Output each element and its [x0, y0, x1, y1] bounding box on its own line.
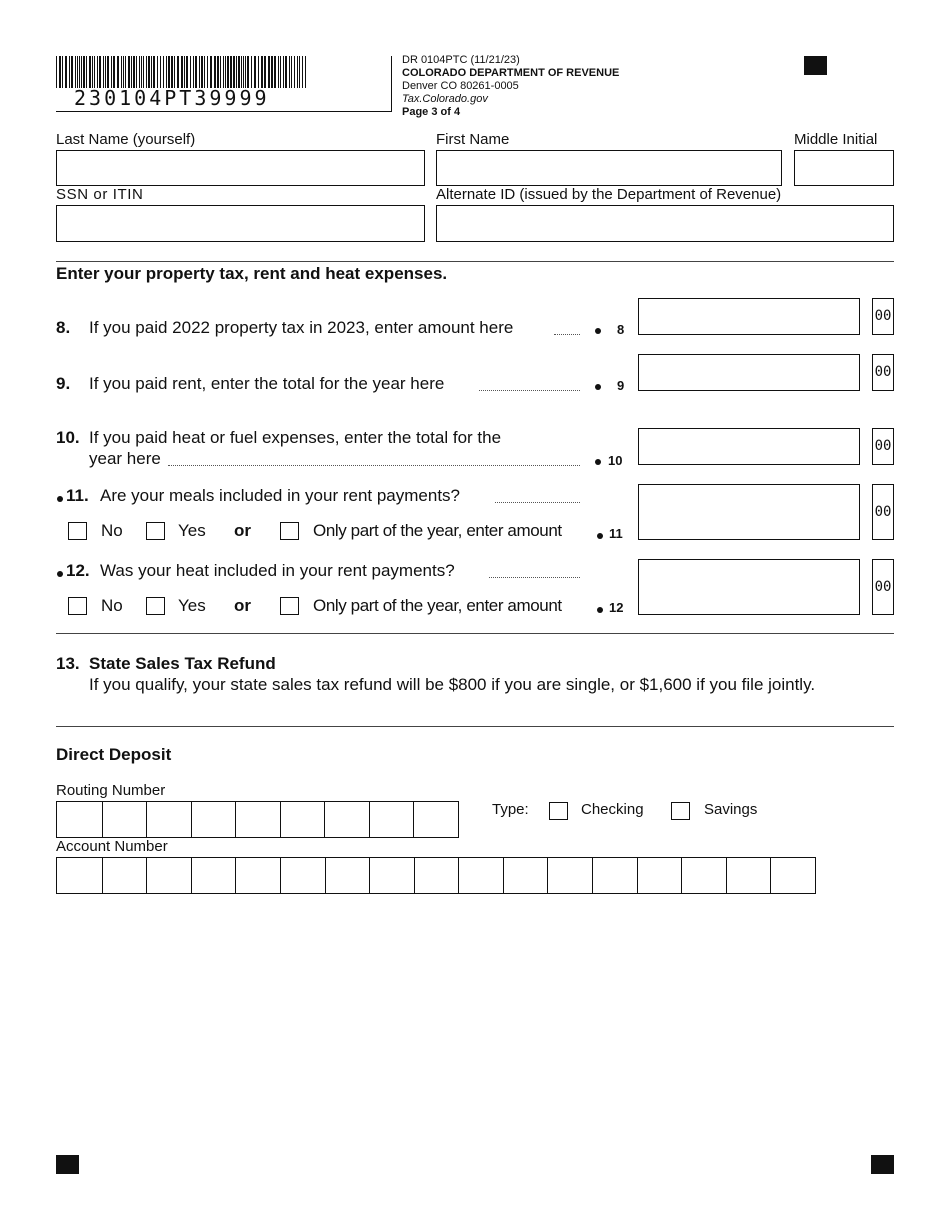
barcode-bar — [261, 56, 263, 88]
barcode-bar — [117, 56, 119, 88]
barcode-bar — [107, 56, 109, 88]
ssn-label: SSN or ITIN — [56, 186, 144, 203]
page-number: Page 3 of 4 — [402, 106, 461, 118]
middle-initial-input[interactable] — [794, 150, 894, 186]
digit-cell-divider — [637, 858, 638, 894]
routing-number-label: Routing Number — [56, 782, 166, 799]
divider — [56, 633, 894, 634]
line-11-partial-label: Only part of the year, enter amount — [313, 521, 562, 540]
line-11-number: 11. — [66, 486, 89, 505]
barcode-bar — [193, 56, 194, 88]
barcode-bar — [163, 56, 164, 88]
required-bullet-icon — [595, 328, 601, 334]
line-11-amount-input[interactable] — [638, 484, 860, 540]
barcode-bar — [123, 56, 124, 88]
barcode-bar — [251, 56, 252, 88]
barcode-bar — [186, 56, 188, 88]
barcode-bar — [280, 56, 281, 88]
barcode-bar — [148, 56, 150, 88]
line-11-yes-checkbox[interactable] — [146, 522, 165, 540]
middle-initial-label: Middle Initial — [794, 131, 878, 148]
digit-cell-divider — [681, 858, 682, 894]
barcode-bar — [62, 56, 63, 88]
barcode-bar — [233, 56, 235, 88]
digit-cell-divider — [325, 858, 326, 894]
leader-dots — [554, 334, 580, 335]
line-11-cents: 00 — [872, 484, 894, 540]
line-10-text-cont: year here — [89, 449, 161, 468]
barcode-bar — [268, 56, 270, 88]
barcode-bar — [210, 56, 212, 88]
leader-dots — [489, 577, 580, 578]
leader-dots — [168, 465, 580, 466]
digit-cell-divider — [592, 858, 593, 894]
account-number-input[interactable] — [56, 857, 816, 894]
barcode-bar — [220, 56, 221, 88]
barcode-bar — [190, 56, 191, 88]
barcode-bar — [274, 56, 276, 88]
barcode-bar — [230, 56, 232, 88]
barcode-bar — [97, 56, 98, 88]
barcode-bar — [297, 56, 298, 88]
checking-checkbox[interactable] — [549, 802, 568, 820]
savings-checkbox[interactable] — [671, 802, 690, 820]
barcode-bar — [160, 56, 161, 88]
line-12-yes-checkbox[interactable] — [146, 597, 165, 615]
barcode-bar — [139, 56, 140, 88]
barcode-bar — [171, 56, 173, 88]
line-11-no-label: No — [101, 521, 123, 540]
barcode-bar — [133, 56, 135, 88]
barcode-bar — [278, 56, 279, 88]
barcode-bar — [136, 56, 137, 88]
barcode-bar — [258, 56, 259, 88]
barcode-bar — [283, 56, 284, 88]
barcode-bar — [199, 56, 200, 88]
barcode-bar — [236, 56, 237, 88]
digit-cell-divider — [191, 858, 192, 894]
barcode-bar — [69, 56, 70, 88]
barcode-bar — [291, 56, 292, 88]
barcode-bar — [86, 56, 87, 88]
barcode-bar — [254, 56, 256, 88]
line-12-cents: 00 — [872, 559, 894, 615]
barcode-bar — [146, 56, 147, 88]
department-address: Denver CO 80261-0005 — [402, 80, 519, 92]
barcode-bar — [103, 56, 104, 88]
line-10-text: If you paid heat or fuel expenses, enter the total for the — [89, 428, 502, 447]
line-12-number: 12. — [66, 561, 90, 580]
barcode-bar — [121, 56, 122, 88]
digit-cell-divider — [458, 858, 459, 894]
line-9-amount-input[interactable] — [638, 354, 860, 391]
barcode-bar — [125, 56, 126, 88]
header-divider — [391, 56, 392, 112]
digit-cell-divider — [146, 858, 147, 894]
line-12-amount-input[interactable] — [638, 559, 860, 615]
line-8-ref: 8 — [617, 322, 625, 337]
leader-dots — [495, 502, 580, 503]
barcode-bar — [174, 56, 175, 88]
barcode-bar — [177, 56, 179, 88]
divider — [56, 726, 894, 727]
barcode-bar — [204, 56, 205, 88]
barcode-bar — [305, 56, 306, 88]
digit-cell-divider — [102, 858, 103, 894]
barcode-bar — [83, 56, 85, 88]
barcode-bar — [131, 56, 132, 88]
barcode-bar — [141, 56, 142, 88]
barcode-bar — [143, 56, 144, 88]
barcode-bar — [105, 56, 106, 88]
routing-number-input[interactable] — [56, 801, 459, 838]
barcode-bar — [245, 56, 246, 88]
line-12-or: or — [234, 596, 251, 615]
line-9-ref: 9 — [617, 378, 625, 393]
savings-label: Savings — [704, 801, 758, 818]
barcode-bar — [77, 56, 78, 88]
digit-cell-divider — [726, 858, 727, 894]
corner-mark-bottom-right — [871, 1155, 894, 1174]
department-name: COLORADO DEPARTMENT OF REVENUE — [402, 67, 620, 79]
digit-cell-divider — [324, 802, 325, 838]
barcode-bar — [71, 56, 73, 88]
line-12-partial-checkbox[interactable] — [280, 597, 299, 615]
barcode-graphic — [56, 56, 310, 88]
line-9-text: If you paid rent, enter the total for the year here — [89, 374, 445, 393]
divider — [56, 261, 894, 262]
required-bullet-icon — [595, 459, 601, 465]
barcode-bar — [153, 56, 155, 88]
line-9-number: 9. — [56, 374, 71, 393]
line-8-amount-input[interactable] — [638, 298, 860, 335]
barcode-bar — [113, 56, 115, 88]
barcode-bar — [227, 56, 229, 88]
barcode-bar — [157, 56, 158, 88]
line-12-yes-label: Yes — [178, 596, 206, 615]
digit-cell-divider — [369, 858, 370, 894]
barcode-bar — [217, 56, 219, 88]
barcode-bar — [264, 56, 266, 88]
barcode-bar — [89, 56, 91, 88]
barcode-bar — [243, 56, 244, 88]
first-name-label: First Name — [436, 131, 510, 148]
line-11-ref: 11 — [609, 526, 623, 541]
line-11-partial-checkbox[interactable] — [280, 522, 299, 540]
barcode-bar — [247, 56, 249, 88]
account-type-label: Type: — [492, 801, 529, 818]
leader-dots — [479, 390, 580, 391]
digit-cell-divider — [414, 858, 415, 894]
barcode-bar — [201, 56, 203, 88]
barcode-bar — [75, 56, 76, 88]
header-underline — [56, 111, 392, 112]
line-13-number: 13. — [56, 654, 80, 673]
line-12-no-checkbox[interactable] — [68, 597, 87, 615]
barcode-bar — [238, 56, 240, 88]
digit-cell-divider — [503, 858, 504, 894]
last-name-label: Last Name (yourself) — [56, 131, 196, 148]
barcode-bar — [128, 56, 130, 88]
barcode-bar — [241, 56, 242, 88]
digit-cell-divider — [547, 858, 548, 894]
barcode-bar — [56, 56, 57, 88]
barcode-bar — [271, 56, 273, 88]
first-name-input[interactable] — [436, 150, 782, 186]
expenses-heading: Enter your property tax, rent and heat expenses. — [56, 264, 448, 283]
form-header — [402, 54, 619, 119]
digit-cell-divider — [280, 802, 281, 838]
line-8-text: If you paid 2022 property tax in 2023, enter amount here — [89, 318, 514, 337]
line-8-cents: 00 — [872, 298, 894, 335]
line-11-yes-label: Yes — [178, 521, 206, 540]
digit-cell-divider — [191, 802, 192, 838]
line-12-ref: 12 — [609, 600, 624, 615]
barcode-bar — [302, 56, 303, 88]
checking-label: Checking — [581, 801, 644, 818]
digit-cell-divider — [146, 802, 147, 838]
barcode-bar — [92, 56, 93, 88]
barcode-bar — [59, 56, 61, 88]
digit-cell-divider — [770, 858, 771, 894]
required-bullet-icon — [595, 384, 601, 390]
line-10-number: 10. — [56, 428, 80, 447]
department-website: Tax.Colorado.gov — [402, 93, 488, 105]
corner-mark-bottom-left — [56, 1155, 79, 1174]
line-11-no-checkbox[interactable] — [68, 522, 87, 540]
line-9-cents: 00 — [872, 354, 894, 391]
barcode-bar — [223, 56, 224, 88]
digit-cell-divider — [235, 802, 236, 838]
required-bullet-icon — [597, 607, 603, 613]
line-13-text: If you qualify, your state sales tax refund will be $800 if you are single, or $1,600 if you file jointly. — [89, 675, 816, 694]
line-12-no-label: No — [101, 596, 123, 615]
digit-cell-divider — [235, 858, 236, 894]
digit-cell-divider — [280, 858, 281, 894]
digit-cell-divider — [413, 802, 414, 838]
barcode-bar — [166, 56, 167, 88]
direct-deposit-heading: Direct Deposit — [56, 745, 172, 764]
digit-cell-divider — [369, 802, 370, 838]
line-13-title: State Sales Tax Refund — [89, 654, 276, 673]
barcode-bar — [65, 56, 67, 88]
required-bullet-icon — [57, 571, 63, 577]
corner-mark-top — [804, 56, 827, 75]
line-10-ref: 10 — [608, 453, 623, 468]
last-name-input[interactable] — [56, 150, 425, 186]
barcode-bar — [111, 56, 112, 88]
line-11-or: or — [234, 521, 251, 540]
line-10-cents: 00 — [872, 428, 894, 465]
alternate-id-label: Alternate ID (issued by the Department of Revenue) — [436, 186, 782, 203]
required-bullet-icon — [597, 533, 603, 539]
barcode-bar — [79, 56, 80, 88]
barcode-bar — [214, 56, 216, 88]
barcode-bar — [94, 56, 95, 88]
line-8-number: 8. — [56, 318, 71, 337]
barcode-bar — [195, 56, 197, 88]
line-10-amount-input[interactable] — [638, 428, 860, 465]
barcode-bar — [168, 56, 170, 88]
line-11-text: Are your meals included in your rent payments? — [100, 486, 461, 505]
barcode — [56, 56, 310, 88]
form-id: DR 0104PTC (11/21/23) — [402, 54, 520, 66]
barcode-bar — [184, 56, 185, 88]
barcode-bar — [151, 56, 152, 88]
digit-cell-divider — [102, 802, 103, 838]
barcode-bar — [99, 56, 101, 88]
line-12-partial-label: Only part of the year, enter amount — [313, 596, 562, 615]
barcode-bar — [289, 56, 290, 88]
barcode-bar — [285, 56, 287, 88]
barcode-bar — [81, 56, 82, 88]
account-number-label: Account Number — [56, 838, 168, 855]
line-12-text: Was your heat included in your rent payments? — [100, 561, 455, 580]
barcode-bar — [181, 56, 183, 88]
required-bullet-icon — [57, 496, 63, 502]
barcode-bar — [299, 56, 300, 88]
barcode-number: 230104PT39999 — [74, 86, 270, 110]
alternate-id-input[interactable] — [436, 205, 894, 242]
ssn-input[interactable] — [56, 205, 425, 242]
barcode-bar — [294, 56, 295, 88]
barcode-bar — [207, 56, 208, 88]
barcode-bar — [225, 56, 226, 88]
